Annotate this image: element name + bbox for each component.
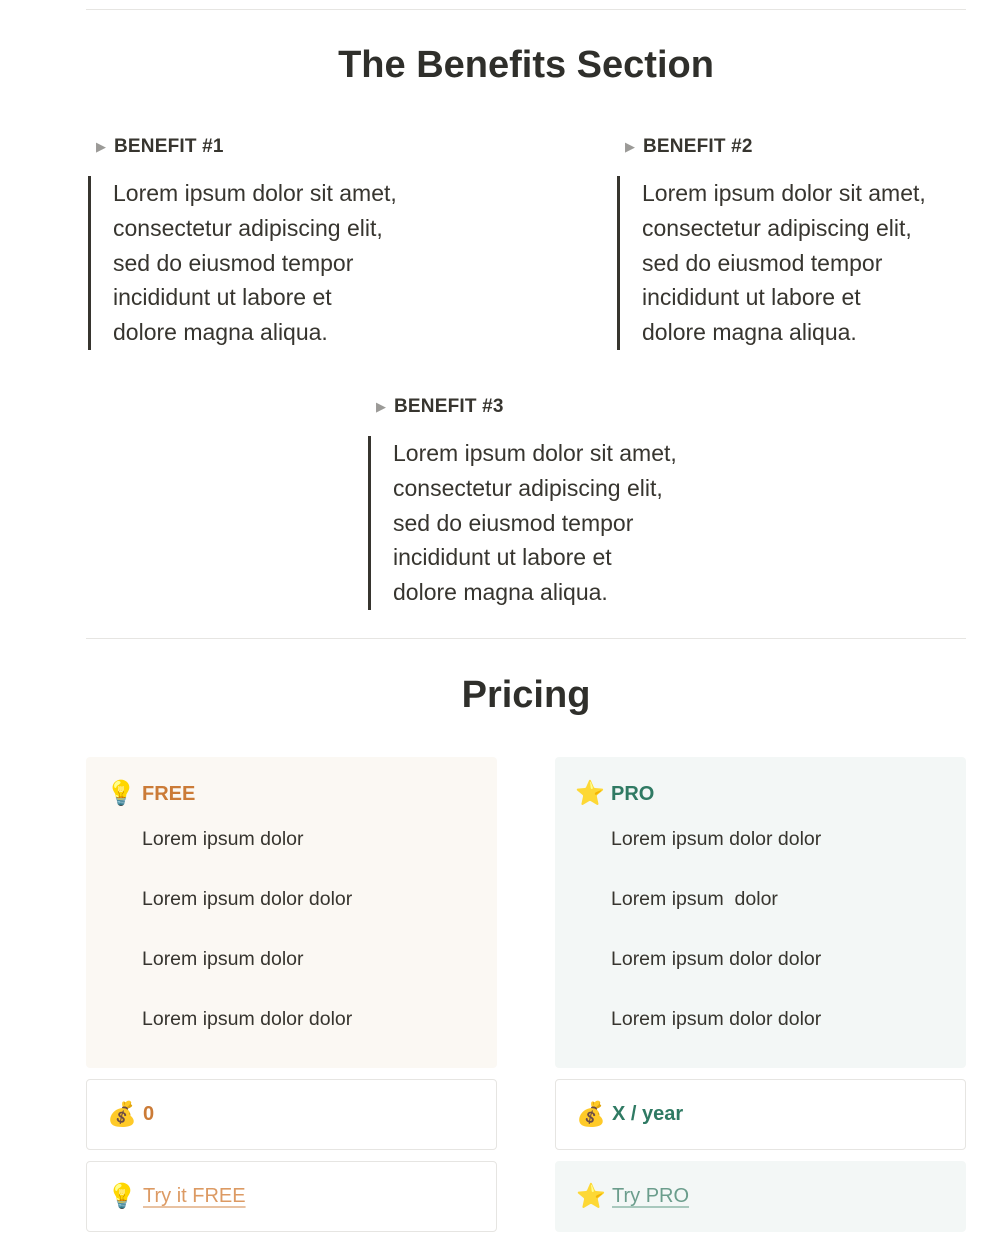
free-plan-name: FREE [142, 782, 196, 805]
quote-line: Lorem ipsum dolor sit amet, [393, 440, 677, 466]
star-icon: ⭐ [576, 1182, 606, 1210]
quote-line: dolore magna aliqua. [642, 319, 857, 346]
benefit-2-quote [617, 176, 965, 350]
benefits-title: The Benefits Section [338, 44, 714, 86]
quote-line: incididunt ut labore et [113, 284, 332, 311]
quote-line: sed do eiusmod tempor [642, 249, 883, 276]
quote-line: Lorem ipsum dolor sit amet, [113, 180, 397, 206]
try-pro-link[interactable]: Try PRO [612, 1185, 690, 1207]
pro-price-card [555, 1079, 966, 1150]
triangle-right-icon[interactable]: ▶ [96, 139, 106, 154]
pro-plan-name: PRO [611, 782, 655, 805]
quote-line: Lorem ipsum dolor sit amet, [642, 180, 926, 206]
benefit-1 [86, 133, 436, 350]
benefit-1-label: BENEFIT #1 [114, 136, 224, 157]
quote-line: sed do eiusmod tempor [113, 249, 354, 276]
free-price-card [86, 1079, 497, 1150]
free-price: 0 [143, 1103, 155, 1125]
star-icon: ⭐ [575, 780, 605, 807]
list-item: Lorem ipsum dolor [611, 888, 778, 910]
lightbulb-icon: 💡 [107, 1182, 137, 1210]
section-divider [86, 638, 966, 639]
benefit-3-label: BENEFIT #3 [394, 396, 504, 417]
try-free-link[interactable]: Try it FREE [143, 1185, 246, 1207]
benefit-3-toggle[interactable] [366, 393, 716, 421]
free-cta-card [86, 1161, 497, 1232]
money-bag-icon: 💰 [576, 1100, 606, 1128]
money-bag-icon: 💰 [107, 1100, 137, 1128]
benefit-3-quote [368, 436, 716, 610]
lightbulb-icon: 💡 [106, 780, 136, 807]
benefit-1-quote [88, 176, 436, 350]
benefit-3 [366, 393, 716, 610]
list-item: Lorem ipsum dolor dolor [611, 948, 822, 970]
pro-cta-card [555, 1161, 966, 1232]
benefit-2-toggle[interactable] [615, 133, 965, 161]
list-item: Lorem ipsum dolor [142, 828, 304, 850]
quote-line: dolore magna aliqua. [113, 319, 328, 346]
benefit-2-label: BENEFIT #2 [643, 136, 753, 157]
quote-line: consectetur adipiscing elit, [642, 214, 912, 241]
free-plan-card [86, 757, 497, 1068]
list-item: Lorem ipsum dolor dolor [611, 828, 822, 850]
top-divider [86, 9, 966, 10]
pricing-title: Pricing [461, 674, 591, 716]
quote-line: incididunt ut labore et [642, 284, 861, 311]
pro-price: X / year [612, 1103, 684, 1125]
quote-line: dolore magna aliqua. [393, 579, 608, 606]
quote-line: consectetur adipiscing elit, [393, 474, 663, 501]
list-item: Lorem ipsum dolor [142, 948, 304, 970]
quote-line: sed do eiusmod tempor [393, 509, 634, 536]
pro-plan-card [555, 757, 966, 1068]
quote-line: incididunt ut labore et [393, 544, 612, 571]
triangle-right-icon[interactable]: ▶ [376, 399, 386, 414]
free-plan-features [86, 809, 497, 1063]
triangle-right-icon[interactable]: ▶ [625, 139, 635, 154]
list-item: Lorem ipsum dolor dolor [611, 1008, 822, 1030]
pro-plan-header [555, 779, 966, 809]
list-item: Lorem ipsum dolor dolor [142, 1008, 353, 1030]
benefit-1-toggle[interactable] [86, 133, 436, 161]
benefit-2 [615, 133, 965, 350]
list-item: Lorem ipsum dolor dolor [142, 888, 353, 910]
pro-plan-features [555, 809, 966, 1063]
free-plan-header [86, 779, 497, 809]
quote-line: consectetur adipiscing elit, [113, 214, 383, 241]
